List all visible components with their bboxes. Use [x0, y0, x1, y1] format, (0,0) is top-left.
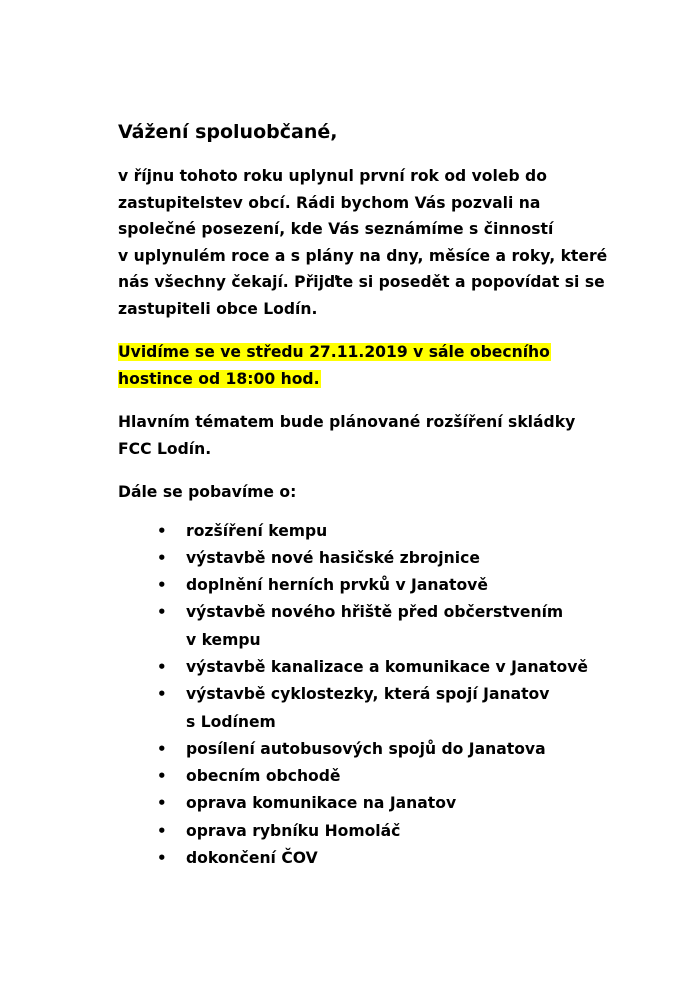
- bullet-icon: •: [157, 521, 167, 540]
- list-item-text: rozšíření kempu: [186, 521, 328, 540]
- intro-line: zastupiteli obce Lodín.: [118, 299, 318, 318]
- bullet-icon: •: [157, 767, 167, 786]
- list-item-text: výstavbě nové hasičské zbrojnice: [186, 548, 480, 567]
- highlighted-invitation: [118, 339, 588, 392]
- bullet-icon: •: [157, 739, 167, 758]
- list-item: [118, 845, 588, 872]
- list-item-text: s Lodínem: [186, 712, 276, 731]
- list-item-text: obecním obchodě: [186, 767, 341, 786]
- list-item-text: oprava rybníku Homoláč: [186, 821, 401, 840]
- list-item-text: dokončení ČOV: [186, 849, 318, 868]
- topic-line: FCC Lodín.: [118, 439, 212, 458]
- list-item-text: posílení autobusových spojů do Janatova: [186, 739, 546, 758]
- list-item: [118, 818, 588, 845]
- bullet-icon: •: [157, 548, 167, 567]
- topic-line: Hlavním tématem bude plánované rozšíření skládky: [118, 413, 576, 431]
- list-intro: Dále se pobavíme o:: [118, 483, 297, 501]
- intro-line: nás všechny čekají. Přijďte si posedět a popovídat si se: [118, 273, 605, 291]
- bullet-icon: •: [157, 794, 167, 813]
- list-item: [118, 518, 588, 545]
- highlight-line: hostince od 18:00 hod.: [118, 369, 320, 388]
- bullet-icon: •: [157, 685, 167, 704]
- list-item: [118, 599, 588, 654]
- list-item-text: v kempu: [186, 630, 261, 649]
- list-item-text: výstavbě cyklostezky, která spojí Janatov: [186, 685, 550, 704]
- list-item-text: výstavbě kanalizace a komunikace v Janatově: [186, 657, 588, 676]
- greeting-heading: Vážení spoluobčané,: [118, 121, 338, 143]
- intro-line: společné posezení, kde Vás seznámíme s činností: [118, 220, 554, 238]
- list-item-text: výstavbě nového hřiště před občerstvením: [186, 603, 564, 622]
- list-item-text: oprava komunikace na Janatov: [186, 794, 457, 813]
- bullet-icon: •: [157, 603, 167, 622]
- highlight-line: Uvidíme se ve středu 27.11.2019 v sále obecního: [118, 343, 550, 361]
- bullet-icon: •: [157, 657, 167, 676]
- list-item: [118, 572, 588, 599]
- intro-paragraph: [118, 163, 608, 322]
- bullet-icon: •: [157, 849, 167, 868]
- list-item: [118, 763, 588, 790]
- bullet-icon: •: [157, 821, 167, 840]
- intro-line: v říjnu tohoto roku uplynul první rok od voleb do: [118, 167, 547, 185]
- topics-bullet-list: [118, 518, 588, 873]
- list-item-text: doplnění herních prvků v Janatově: [186, 576, 488, 595]
- document-body: [118, 118, 608, 872]
- intro-line: zastupitelstev obcí. Rádi bychom Vás pozvali na: [118, 193, 541, 212]
- list-item: [118, 736, 588, 763]
- intro-line: v uplynulém roce a s plány na dny, měsíce a roky, které: [118, 246, 608, 265]
- list-item: [118, 790, 588, 817]
- bullet-icon: •: [157, 576, 167, 595]
- list-item: [118, 654, 588, 681]
- list-item: [118, 681, 588, 736]
- list-item: [118, 545, 588, 572]
- main-topic-paragraph: [118, 409, 588, 462]
